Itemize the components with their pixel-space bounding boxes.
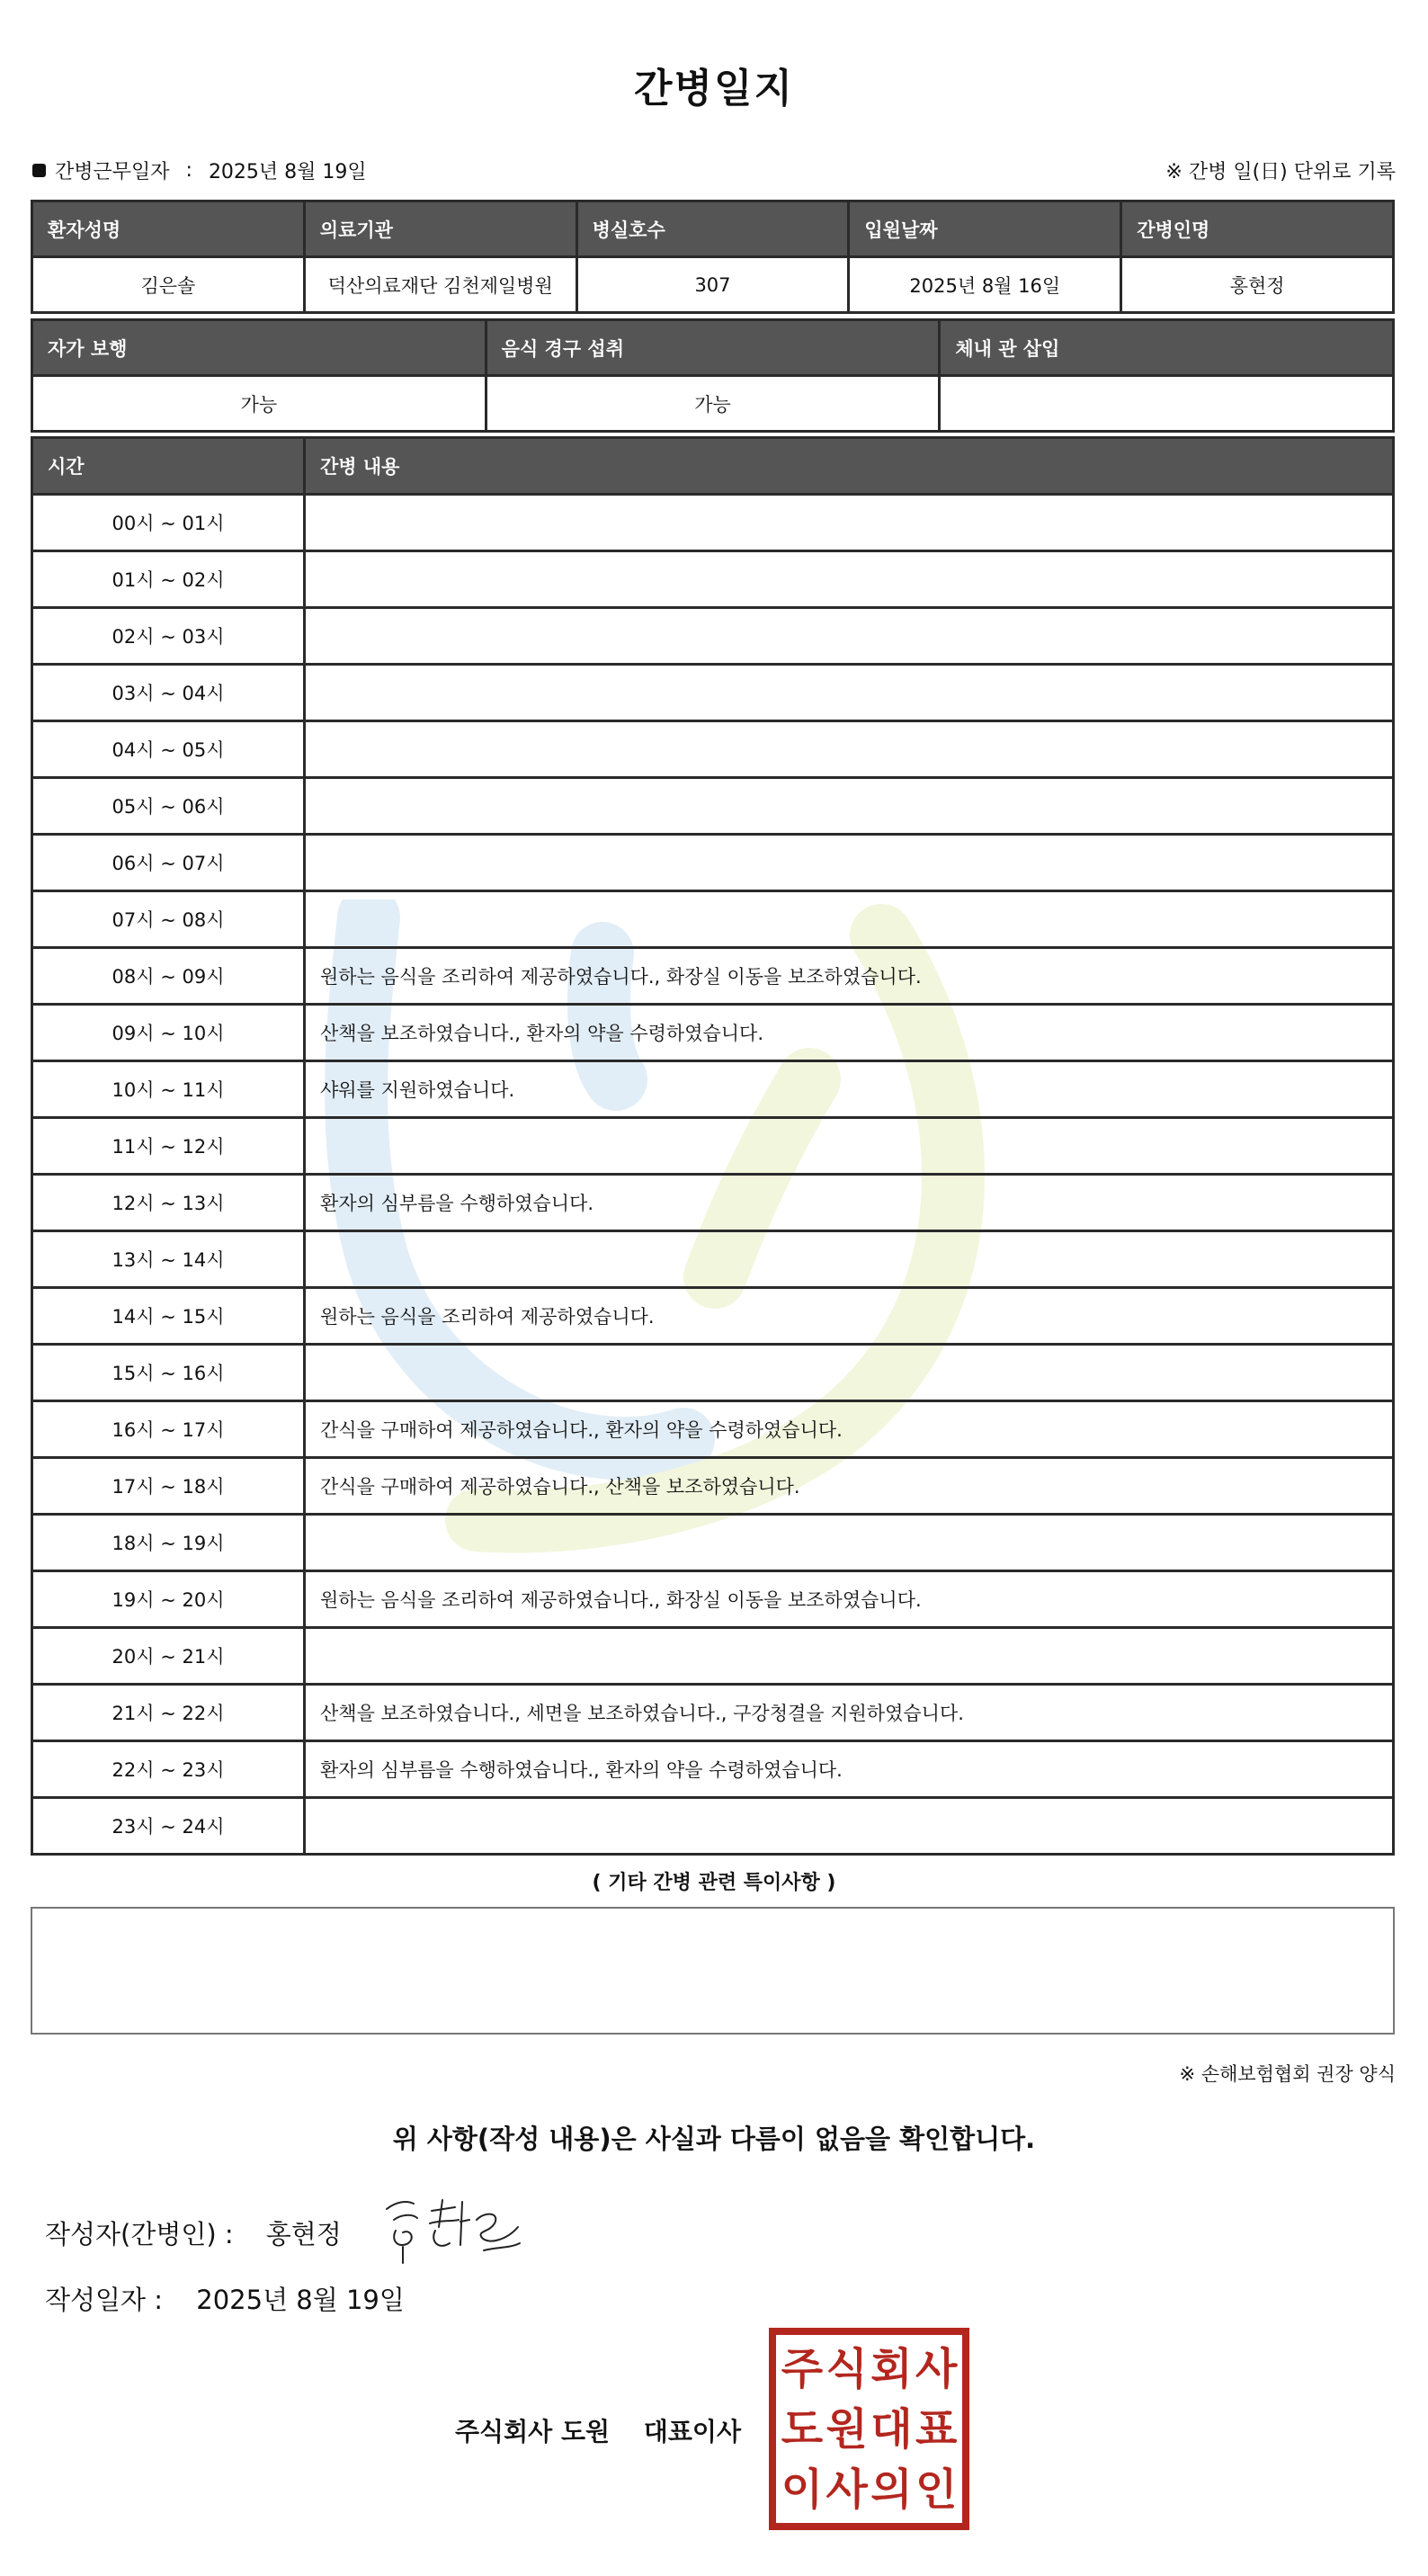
seal-character: 사 [826, 2464, 868, 2515]
company-seal-stamp [769, 2328, 969, 2530]
work-date-label: 간병근무일자 [55, 161, 170, 183]
time-slot: 18시 ~ 19시 [32, 1515, 305, 1571]
care-note: 샤워를 지원하였습니다. [305, 1061, 1394, 1118]
hospital-name: 덕산의료재단 김천제일병원 [304, 257, 576, 313]
seal-character: 주 [781, 2343, 824, 2394]
time-slot: 09시 ~ 10시 [32, 1005, 305, 1061]
special-notes-title: ( 기타 간병 관련 특이사항 ) [592, 1872, 836, 1894]
time-slot: 04시 ~ 05시 [32, 721, 305, 778]
writer-name: 홍현정 [265, 2219, 342, 2250]
table-row [32, 948, 1394, 1005]
table-row [32, 835, 1394, 891]
care-note: 산책을 보조하였습니다., 세면을 보조하였습니다., 구강청결을 지원하였습니다. [305, 1685, 1394, 1741]
time-slot: 19시 ~ 20시 [32, 1571, 305, 1628]
table-row [32, 1005, 1394, 1061]
care-note: 원하는 음식을 조리하여 제공하였습니다., 화장실 이동을 보조하였습니다. [305, 948, 1394, 1005]
admission-date: 2025년 8월 16일 [849, 257, 1121, 313]
table-row [32, 1345, 1394, 1401]
care-note [305, 1515, 1394, 1571]
write-date-label: 작성일자 : [45, 2285, 164, 2315]
header-hospital: 의료기관 [304, 201, 576, 257]
work-date [32, 157, 367, 184]
header-time: 시간 [32, 438, 305, 495]
table-row [32, 1288, 1394, 1345]
header-caregiver: 간병인명 [1121, 201, 1394, 257]
seal-character: 표 [915, 2403, 958, 2455]
record-note: ※ 간병 일(日) 단위로 기록 [1165, 161, 1396, 183]
time-slot: 07시 ~ 08시 [32, 891, 305, 948]
special-notes-box [31, 1907, 1395, 2035]
time-slot: 17시 ~ 18시 [32, 1458, 305, 1515]
time-slot: 00시 ~ 01시 [32, 495, 305, 551]
table-row [32, 1628, 1394, 1685]
care-note: 환자의 심부름을 수행하였습니다. [305, 1175, 1394, 1231]
care-note: 원하는 음식을 조리하여 제공하였습니다., 화장실 이동을 보조하였습니다. [305, 1571, 1394, 1628]
table-row [32, 495, 1394, 551]
care-note [305, 1798, 1394, 1855]
table-row [32, 721, 1394, 778]
header-admission-date: 입원날짜 [849, 201, 1121, 257]
confirmation-statement: 위 사항(작성 내용)은 사실과 다름이 없음을 확인합니다. [392, 2124, 1036, 2154]
care-note: 산책을 보조하였습니다., 환자의 약을 수령하였습니다. [305, 1005, 1394, 1061]
time-slot: 11시 ~ 12시 [32, 1118, 305, 1175]
table-row [32, 1685, 1394, 1741]
company-line [455, 2412, 741, 2448]
care-note [305, 891, 1394, 948]
header-patient-name: 환자성명 [32, 201, 305, 257]
patient-name: 김은솔 [32, 257, 305, 313]
time-slot: 01시 ~ 02시 [32, 551, 305, 608]
time-slot: 14시 ~ 15시 [32, 1288, 305, 1345]
table-row [32, 1231, 1394, 1288]
time-slot: 23시 ~ 24시 [32, 1798, 305, 1855]
seal-character: 이 [781, 2464, 824, 2515]
table-row [32, 665, 1394, 721]
care-note: 간식을 구매하여 제공하였습니다., 산책을 보조하였습니다. [305, 1458, 1394, 1515]
seal-character: 사 [915, 2343, 958, 2394]
time-slot: 13시 ~ 14시 [32, 1231, 305, 1288]
time-slot: 22시 ~ 23시 [32, 1741, 305, 1798]
table-row [32, 1175, 1394, 1231]
care-note: 간식을 구매하여 제공하였습니다., 환자의 약을 수령하였습니다. [305, 1401, 1394, 1458]
time-slot: 21시 ~ 22시 [32, 1685, 305, 1741]
writer-label: 작성자(간병인) : [45, 2219, 234, 2250]
time-slot: 16시 ~ 17시 [32, 1401, 305, 1458]
document-title: 간병일지 [633, 66, 794, 112]
table-row [32, 778, 1394, 835]
care-note [305, 1345, 1394, 1401]
table-row [32, 1401, 1394, 1458]
company-representative-title: 대표이사 [643, 2417, 741, 2446]
walking-value: 가능 [32, 376, 486, 432]
table-row [32, 1571, 1394, 1628]
time-slot: 05시 ~ 06시 [32, 778, 305, 835]
company-name: 주식회사 도원 [455, 2417, 611, 2446]
care-note [305, 721, 1394, 778]
table-row [32, 1118, 1394, 1175]
care-note [305, 778, 1394, 835]
care-note [305, 1118, 1394, 1175]
table-row [32, 608, 1394, 665]
care-note: 원하는 음식을 조리하여 제공하였습니다. [305, 1288, 1394, 1345]
table-row [32, 551, 1394, 608]
time-slot: 02시 ~ 03시 [32, 608, 305, 665]
header-room: 병실호수 [576, 201, 849, 257]
seal-character: 식 [826, 2343, 868, 2394]
oral-intake-value: 가능 [486, 376, 940, 432]
time-slot: 20시 ~ 21시 [32, 1628, 305, 1685]
care-note [305, 551, 1394, 608]
time-slot: 10시 ~ 11시 [32, 1061, 305, 1118]
work-date-separator: : [185, 159, 192, 182]
header-walking: 자가 보행 [32, 320, 486, 376]
tube-insertion-value [940, 376, 1394, 432]
care-note [305, 835, 1394, 891]
table-row [32, 1061, 1394, 1118]
caregiver-name: 홍현정 [1121, 257, 1394, 313]
status-info-table [31, 318, 1395, 433]
write-date-value: 2025년 8월 19일 [196, 2285, 405, 2315]
table-row [32, 1515, 1394, 1571]
time-slot: 12시 ~ 13시 [32, 1175, 305, 1231]
care-note [305, 608, 1394, 665]
care-note: 환자의 심부름을 수행하였습니다., 환자의 약을 수령하였습니다. [305, 1741, 1394, 1798]
seal-character: 도 [781, 2403, 824, 2455]
header-care-content: 간병 내용 [305, 438, 1394, 495]
seal-character: 의 [870, 2464, 913, 2515]
table-row [32, 891, 1394, 948]
writer-line [45, 2214, 342, 2251]
work-date-value: 2025년 8월 19일 [208, 161, 367, 183]
seal-character: 인 [915, 2464, 958, 2515]
room-number: 307 [576, 257, 849, 313]
table-row [32, 1458, 1394, 1515]
care-note [305, 1628, 1394, 1685]
association-note: ※ 손해보험협회 권장 양식 [1179, 2063, 1396, 2085]
seal-character: 회 [870, 2343, 913, 2394]
patient-info-table [31, 200, 1395, 314]
care-log-table [31, 436, 1395, 1856]
time-slot: 08시 ~ 09시 [32, 948, 305, 1005]
square-bullet-icon [32, 164, 46, 177]
care-note [305, 1231, 1394, 1288]
table-row [32, 1798, 1394, 1855]
time-slot: 03시 ~ 04시 [32, 665, 305, 721]
table-row [32, 1741, 1394, 1798]
header-tube-insertion: 체내 관 삽입 [940, 320, 1394, 376]
header-oral-intake: 음식 경구 섭취 [486, 320, 940, 376]
time-slot: 15시 ~ 16시 [32, 1345, 305, 1401]
time-slot: 06시 ~ 07시 [32, 835, 305, 891]
write-date-line [45, 2280, 405, 2317]
care-note [305, 665, 1394, 721]
seal-character: 대 [870, 2403, 913, 2455]
seal-character: 원 [826, 2403, 868, 2455]
handwritten-signature [376, 2184, 529, 2269]
care-note [305, 495, 1394, 551]
